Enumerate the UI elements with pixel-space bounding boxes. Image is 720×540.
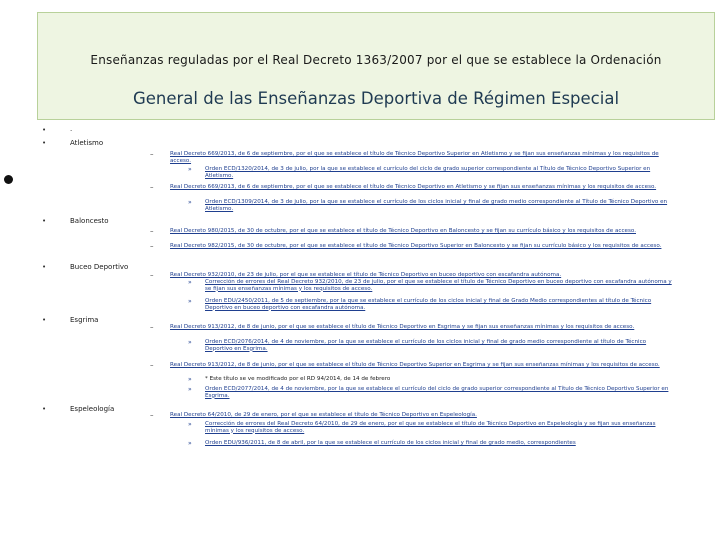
bullet-marker: • [42,126,47,134]
decree-link[interactable]: Real Decreto 982/2015, de 30 de octubre, por el que se establece el título de Técnico Deportivo Superior en Baloncesto y se fijan su currículo básico y los requisitos de acceso. [170,243,662,249]
raquo-marker: » [188,421,192,428]
decree-link[interactable]: Real Decreto 913/2012, de 8 de junio, por el que se establece el título de Técnico Deportivo en Esgrima y se fijan sus enseñanzas mínimas y los requisitos de acceso. [170,324,635,330]
bullet-marker: • [42,217,47,225]
bullet-marker: • [42,316,47,324]
dash-marker: – [150,361,154,369]
decree-link[interactable]: Real Decreto 669/2013, de 6 de septiembre, por el que se establece el título de Técnico Deportivo Superior en Atletismo y se fijan sus enseñanzas mínimas y los requisitos de acceso. [170,151,659,164]
raquo-marker: » [188,376,192,383]
dash-marker: – [150,323,154,331]
decree-link[interactable]: Orden ECD/2076/2014, de 4 de noviembre, por la que se establece el currículo de los ciclos inicial y final de grado medio correspondiente al título de Técnico Deportivo en Esgrima. [205,339,647,352]
decree-link[interactable]: Corrección de errores del Real Decreto 932/2010, de 23 de julio, por el que se establece el título de Técnico Deportivo en buceo deportivo con escafandra autónoma y se fijan sus enseñanzas mínimas y los requisitos de acceso. [205,279,672,292]
raquo-marker: » [188,279,192,286]
decree-link[interactable]: Real Decreto 980/2015, de 30 de octubre, por el que se establece el título de Técnico Deportivo en Baloncesto y se fijan su currículo básico y los requisitos de acceso. [170,228,636,234]
decree-link[interactable]: Orden EDU/2450/2011, de 5 de septiembre, por la que se establece el currículo de los ciclos inicial y final de Grado Medio correspondientes al título de Técnico Deportivo en buceo deportivo con escafandra autónoma. [205,298,652,311]
raquo-marker: » [188,386,192,393]
dash-marker: – [150,271,154,279]
raquo-marker: » [188,298,192,305]
dash-marker: – [150,227,154,235]
decree-link[interactable]: Orden ECD/1309/2014, de 3 de julio, por la que se establece el currículo de los ciclos inicial y final de grado medio correspondiente al Título de Técnico Deportivo en Atletismo. [205,199,668,212]
slide-header [37,12,715,120]
slide-title-line1: Enseñanzas reguladas por el Real Decreto 1363/2007 por el que se establece la Ordenación [90,53,662,67]
decree-link[interactable]: Corrección de errores del Real Decreto 64/2010, de 29 de enero, por el que se establece el título de Técnico Deportivo en Espeleología y se fijan sus enseñanzas mínimas y los requisitos de acceso. [205,421,656,434]
dash-marker: – [150,150,154,158]
decree-link[interactable]: Real Decreto 64/2010, de 29 de enero, por el que se establece el título de Técnico Deportivo en Espeleología. [170,412,477,418]
raquo-marker: » [188,339,192,346]
category-label: Atletismo [70,139,104,147]
modification-note: * Este título se ve modificado por el RD 94/2014, de 14 de febrero [205,376,391,382]
raquo-marker: » [188,440,192,447]
raquo-marker: » [188,199,192,206]
bullet-marker: • [42,263,47,271]
decree-link[interactable]: Real Decreto 669/2013, de 6 de septiembre, por el que se establece el título de Técnico Deportivo en Atletismo y se fijan sus enseñanzas mínimas y los requisitos de acceso. [170,184,657,190]
bullet-marker: • [42,139,47,147]
dash-marker: – [150,183,154,191]
decree-link[interactable]: Real Decreto 932/2010, de 23 de julio, por el que se establece el título de Técnico Deportivo en buceo deportivo con escafandra autónoma. [170,272,562,278]
bullet-dot [4,175,13,184]
decree-link[interactable]: Orden ECD/1320/2014, de 3 de julio, por la que se establece el currículo del ciclo de grado superior correspondiente al Título de Técnico Deportivo Superior en Atletismo. [205,166,651,179]
decree-link[interactable]: Real Decreto 913/2012, de 8 de junio, por el que se establece el título de Técnico Deportivo Superior en Esgrima y se fijan sus enseñanzas mínimas y los requisitos de acceso. [170,362,660,368]
empty-category-marker: . [70,125,73,133]
category-label: Baloncesto [70,217,109,225]
category-label: Esgrima [70,316,99,324]
category-label: Buceo Deportivo [70,263,129,271]
slide-title-line2: General de las Enseñanzas Deportiva de Régimen Especial [132,89,620,108]
decree-link[interactable]: Orden EDU/936/2011, de 8 de abril, por la que se establece el currículo de los ciclos inicial y final de grado medio, correspondientes [205,440,576,446]
dash-marker: – [150,242,154,250]
raquo-marker: » [188,166,192,173]
dash-marker: – [150,411,154,419]
decree-link[interactable]: Orden ECD/2077/2014, de 4 de noviembre, por la que se establece el currículo del ciclo de grado superior correspondiente al Título de Técnico Deportivo Superior en Esgrima. [205,386,669,399]
category-label: Espeleología [70,405,115,413]
bullet-marker: • [42,405,47,413]
